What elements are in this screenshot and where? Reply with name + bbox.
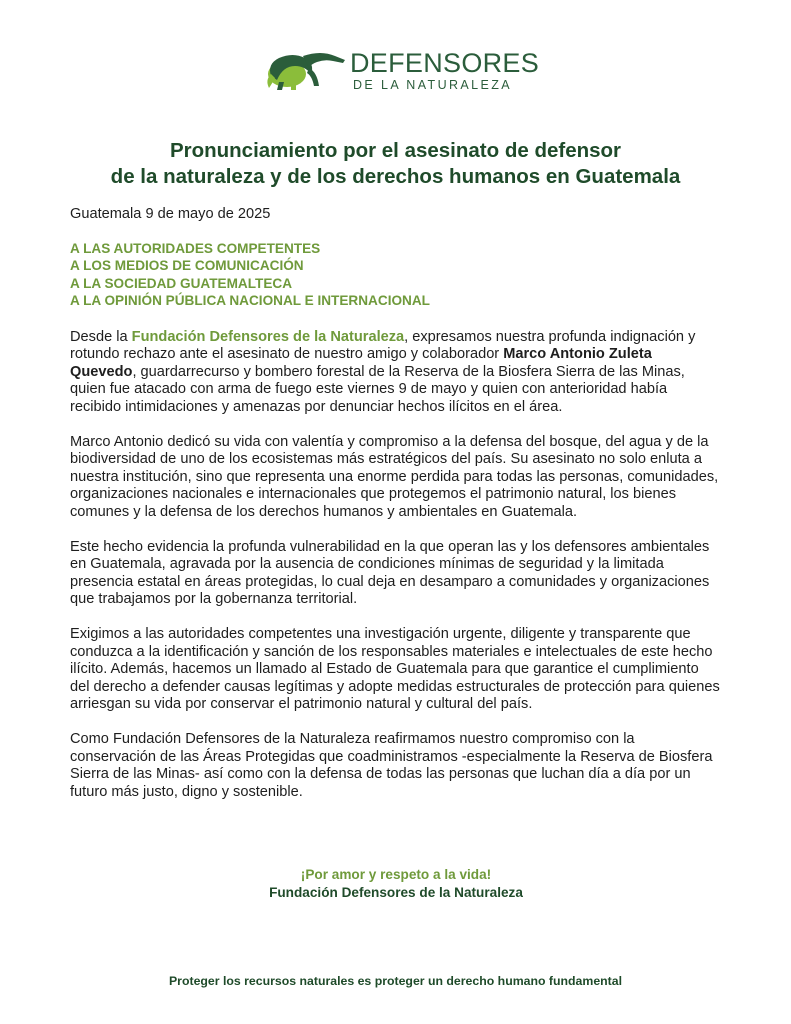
paragraph-4: Exigimos a las autoridades competentes una investigación urgente, diligente y transparente que conduzca a la identificación y sanción de los responsables materiales e intelectuales de este hecho ilícito. Además, hacemos un llamado al Estado de Guatemala para que garantice el cumplimiento del derecho a defender causas legítimas y adopte medidas estructurales de protección para quienes arriesgan su vida por conservar el patrimonio natural y cultural del país. (70, 626, 720, 712)
logo-subtitle: DE LA NATURALEZA (353, 78, 513, 92)
closing-signature: Fundación Defensores de la Naturaleza (269, 885, 523, 900)
header-logo (265, 46, 540, 94)
paragraph-2: Marco Antonio dedicó su vida con valentía y compromiso a la defensa del bosque, del agua y de la biodiversidad de uno de los ecosistemas más estratégicos del país. Su asesinato no solo enluta a nuestra institución, sino que representa una enorme perdida para todas las personas, comunidades, organizaciones nacionales e internacionales que protegemos el patrimonio natural, los bienes comunes y la defensa de los derechos humanos y ambientales en Guatemala. (70, 433, 719, 520)
document-date: Guatemala 9 de mayo de 2025 (70, 206, 271, 222)
anteater-logo-icon (265, 46, 347, 94)
addressee-item: A LAS AUTORIDADES COMPETENTES (70, 240, 321, 256)
logo-name: DEFENSORES (350, 48, 540, 78)
paragraph-1 (70, 329, 722, 417)
closing-motto: ¡Por amor y respeto a la vida! (300, 867, 492, 882)
victim-name: Marco Antonio Zuleta Quevedo (70, 346, 652, 380)
document-title (40, 138, 751, 190)
organization-name: Fundación Defensores de la Naturaleza (131, 328, 405, 345)
paragraph-1-text-b: , expresamos nuestra profunda indignación y rotundo rechazo ante el asesinato de nuestro amigo y colaborador (70, 328, 696, 362)
closing-block (70, 866, 722, 902)
addressee-item: A LA SOCIEDAD GUATEMALTECA (70, 275, 293, 291)
addressee-list (70, 240, 722, 310)
paragraph-1-text-c: , guardarrecurso y bombero forestal de la Reserva de la Biosfera Sierra de las Minas, quien fue atacado con arma de fuego este viernes 9 de mayo y quien con anterioridad había recibido intimidaciones y amenazas por denunciar hechos ilícitos en el área. (70, 363, 685, 415)
addressee-item: A LOS MEDIOS DE COMUNICACIÓN (70, 258, 304, 273)
paragraph-3: Este hecho evidencia la profunda vulnerabilidad en la que operan las y los defensores ambientales en Guatemala, agravada por la ausencia de condiciones mínimas de seguridad y la limitada presencia estatal en áreas protegidas, lo cual deja en desamparo a comunidades y organizaciones que trabajamos por la gobernanza territorial. (70, 538, 710, 607)
paragraph-5: Como Fundación Defensores de la Naturaleza reafirmamos nuestro compromiso con la conservación de las Áreas Protegidas que coadministramos -especialmente la Reserva de Biosfera Sierra de las Minas- así como con la defensa de todas las personas que luchan día a día por un futuro más justo, digno y sostenible. (70, 731, 713, 800)
paragraph-1-text-a: Desde la (70, 328, 132, 345)
title-line-2: de la naturaleza y de los derechos humanos en Guatemala (110, 165, 681, 188)
document-body (70, 206, 722, 819)
title-line-1: Pronunciamiento por el asesinato de defensor (169, 139, 622, 162)
addressee-item: A LA OPINIÓN PÚBLICA NACIONAL E INTERNACIONAL (70, 293, 430, 308)
footer-tagline: Proteger los recursos naturales es proteger un derecho humano fundamental (168, 974, 623, 988)
